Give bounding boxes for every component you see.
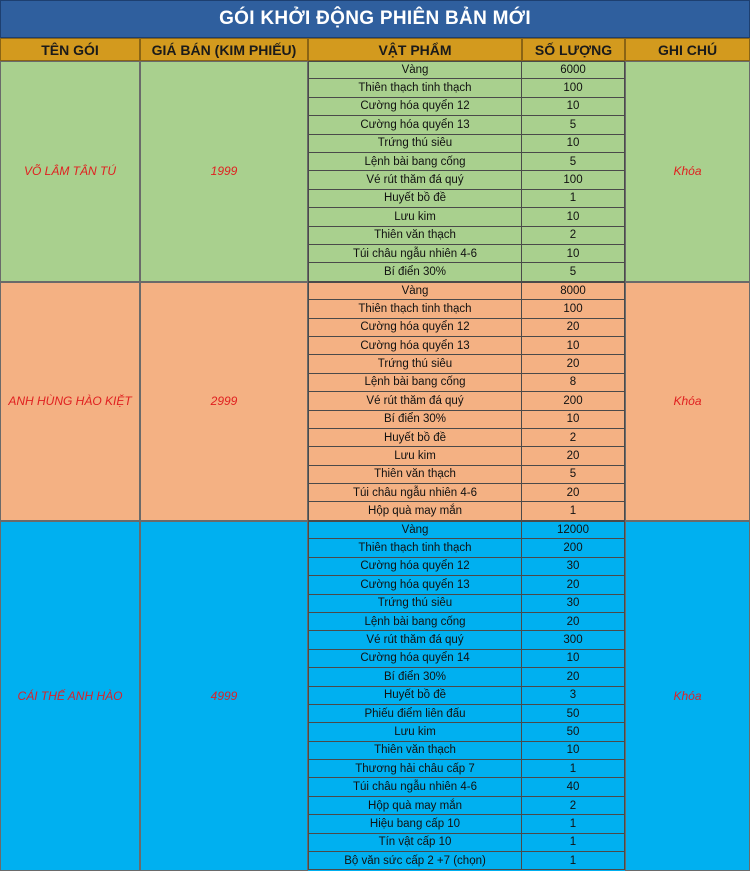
item-quantity: 40 — [522, 778, 625, 796]
item-row — [308, 631, 625, 649]
item-quantity: 8000 — [522, 282, 625, 300]
item-row — [308, 116, 625, 134]
item-name: Túi châu ngẫu nhiên 4-6 — [308, 484, 522, 502]
item-name: Vàng — [308, 521, 522, 539]
package-name: ANH HÙNG HÀO KIỆT — [0, 282, 140, 521]
item-quantity: 1 — [522, 815, 625, 833]
item-quantity: 200 — [522, 539, 625, 557]
item-row — [308, 171, 625, 189]
item-quantity: 1 — [522, 760, 625, 778]
item-quantity: 5 — [522, 153, 625, 171]
item-row — [308, 98, 625, 116]
item-name: Bí điển 30% — [308, 668, 522, 686]
item-row — [308, 687, 625, 705]
item-row — [308, 79, 625, 97]
item-row — [308, 484, 625, 502]
table-header — [0, 38, 750, 61]
item-quantity: 20 — [522, 613, 625, 631]
item-name: Thiên thạch tinh thạch — [308, 79, 522, 97]
item-name: Trứng thú siêu — [308, 595, 522, 613]
item-quantity: 10 — [522, 650, 625, 668]
item-name: Bộ văn sức cấp 2 +7 (chọn) — [308, 852, 522, 870]
item-name: Cường hóa quyển 12 — [308, 319, 522, 337]
item-name: Túi châu ngẫu nhiên 4-6 — [308, 245, 522, 263]
item-row — [308, 558, 625, 576]
item-name: Hộp quà may mắn — [308, 797, 522, 815]
item-row — [308, 595, 625, 613]
item-name: Cường hóa quyển 13 — [308, 576, 522, 594]
package-block — [0, 61, 750, 282]
item-quantity: 12000 — [522, 521, 625, 539]
item-name: Cường hóa quyển 13 — [308, 116, 522, 134]
item-name: Vé rút thăm đá quý — [308, 392, 522, 410]
item-row — [308, 263, 625, 281]
item-quantity: 5 — [522, 263, 625, 281]
item-quantity: 20 — [522, 576, 625, 594]
item-row — [308, 502, 625, 520]
item-row — [308, 411, 625, 429]
package-items-list — [308, 282, 625, 521]
package-block — [0, 521, 750, 871]
package-note: Khóa — [625, 521, 750, 871]
package-price: 1999 — [140, 61, 308, 282]
package-items-list — [308, 61, 625, 282]
item-quantity: 100 — [522, 79, 625, 97]
package-price: 4999 — [140, 521, 308, 871]
item-row — [308, 355, 625, 373]
item-name: Lệnh bài bang cống — [308, 374, 522, 392]
item-quantity: 10 — [522, 98, 625, 116]
item-quantity: 10 — [522, 337, 625, 355]
item-row — [308, 429, 625, 447]
item-name: Cường hóa quyển 13 — [308, 337, 522, 355]
item-row — [308, 319, 625, 337]
item-quantity: 5 — [522, 466, 625, 484]
item-quantity: 20 — [522, 668, 625, 686]
header-items: VẬT PHẨM — [308, 38, 522, 61]
item-row — [308, 521, 625, 539]
package-name: CÁI THẾ ANH HÀO — [0, 521, 140, 871]
item-name: Lệnh bài bang cống — [308, 613, 522, 631]
item-row — [308, 650, 625, 668]
item-quantity: 20 — [522, 484, 625, 502]
item-quantity: 10 — [522, 742, 625, 760]
item-name: Thiên văn thạch — [308, 742, 522, 760]
item-name: Hộp quà may mắn — [308, 502, 522, 520]
item-name: Trứng thú siêu — [308, 135, 522, 153]
item-quantity: 10 — [522, 411, 625, 429]
item-name: Huyết bồ đề — [308, 429, 522, 447]
item-name: Cường hóa quyển 12 — [308, 558, 522, 576]
item-row — [308, 539, 625, 557]
item-name: Thiên thạch tinh thạch — [308, 539, 522, 557]
item-quantity: 300 — [522, 631, 625, 649]
item-name: Thiên văn thạch — [308, 466, 522, 484]
item-name: Lệnh bài bang cống — [308, 153, 522, 171]
item-quantity: 20 — [522, 319, 625, 337]
table-title: GÓI KHỞI ĐỘNG PHIÊN BẢN MỚI — [0, 0, 750, 38]
item-quantity: 100 — [522, 300, 625, 318]
item-quantity: 1 — [522, 190, 625, 208]
item-row — [308, 778, 625, 796]
item-row — [308, 245, 625, 263]
item-name: Phiếu điểm liên đấu — [308, 705, 522, 723]
package-name: VÕ LÂM TÂN TÚ — [0, 61, 140, 282]
item-name: Cường hóa quyển 14 — [308, 650, 522, 668]
item-row — [308, 337, 625, 355]
item-quantity: 30 — [522, 595, 625, 613]
item-quantity: 5 — [522, 116, 625, 134]
item-name: Túi châu ngẫu nhiên 4-6 — [308, 778, 522, 796]
item-row — [308, 852, 625, 870]
item-name: Thiên văn thạch — [308, 227, 522, 245]
item-name: Lưu kim — [308, 208, 522, 226]
item-name: Huyết bồ đề — [308, 687, 522, 705]
item-name: Tín vật cấp 10 — [308, 834, 522, 852]
item-row — [308, 723, 625, 741]
item-row — [308, 135, 625, 153]
item-quantity: 20 — [522, 447, 625, 465]
package-note: Khóa — [625, 282, 750, 521]
item-row — [308, 834, 625, 852]
item-name: Bí điển 30% — [308, 263, 522, 281]
item-name: Vàng — [308, 282, 522, 300]
item-name: Huyết bồ đề — [308, 190, 522, 208]
item-quantity: 1 — [522, 852, 625, 870]
item-name: Vé rút thăm đá quý — [308, 171, 522, 189]
item-quantity: 20 — [522, 355, 625, 373]
header-quantity: SỐ LƯỢNG — [522, 38, 625, 61]
item-name: Bí điển 30% — [308, 411, 522, 429]
item-name: Thiên thạch tinh thạch — [308, 300, 522, 318]
header-package-name: TÊN GÓI — [0, 38, 140, 61]
item-row — [308, 742, 625, 760]
package-block — [0, 282, 750, 521]
item-quantity: 50 — [522, 705, 625, 723]
item-row — [308, 576, 625, 594]
item-row — [308, 613, 625, 631]
item-name: Cường hóa quyển 12 — [308, 98, 522, 116]
item-quantity: 10 — [522, 135, 625, 153]
item-row — [308, 208, 625, 226]
item-quantity: 1 — [522, 502, 625, 520]
item-quantity: 200 — [522, 392, 625, 410]
item-quantity: 10 — [522, 245, 625, 263]
item-name: Thương hải châu cấp 7 — [308, 760, 522, 778]
item-quantity: 2 — [522, 429, 625, 447]
item-quantity: 100 — [522, 171, 625, 189]
item-row — [308, 61, 625, 79]
item-name: Lưu kim — [308, 447, 522, 465]
item-row — [308, 668, 625, 686]
item-row — [308, 466, 625, 484]
item-row — [308, 760, 625, 778]
item-name: Vàng — [308, 61, 522, 79]
item-quantity: 10 — [522, 208, 625, 226]
item-row — [308, 705, 625, 723]
package-price: 2999 — [140, 282, 308, 521]
item-row — [308, 300, 625, 318]
item-row — [308, 797, 625, 815]
item-row — [308, 447, 625, 465]
item-quantity: 8 — [522, 374, 625, 392]
item-quantity: 3 — [522, 687, 625, 705]
item-row — [308, 392, 625, 410]
item-name: Lưu kim — [308, 723, 522, 741]
item-quantity: 2 — [522, 797, 625, 815]
header-price: GIÁ BÁN (KIM PHIẾU) — [140, 38, 308, 61]
package-note: Khóa — [625, 61, 750, 282]
item-quantity: 50 — [522, 723, 625, 741]
item-quantity: 1 — [522, 834, 625, 852]
item-quantity: 30 — [522, 558, 625, 576]
item-name: Trứng thú siêu — [308, 355, 522, 373]
item-quantity: 6000 — [522, 61, 625, 79]
item-row — [308, 374, 625, 392]
item-row — [308, 282, 625, 300]
item-row — [308, 190, 625, 208]
item-row — [308, 815, 625, 833]
item-row — [308, 153, 625, 171]
item-name: Hiệu bang cấp 10 — [308, 815, 522, 833]
package-items-list — [308, 521, 625, 870]
item-row — [308, 227, 625, 245]
header-note: GHI CHÚ — [625, 38, 750, 61]
item-name: Vé rút thăm đá quý — [308, 631, 522, 649]
item-quantity: 2 — [522, 227, 625, 245]
